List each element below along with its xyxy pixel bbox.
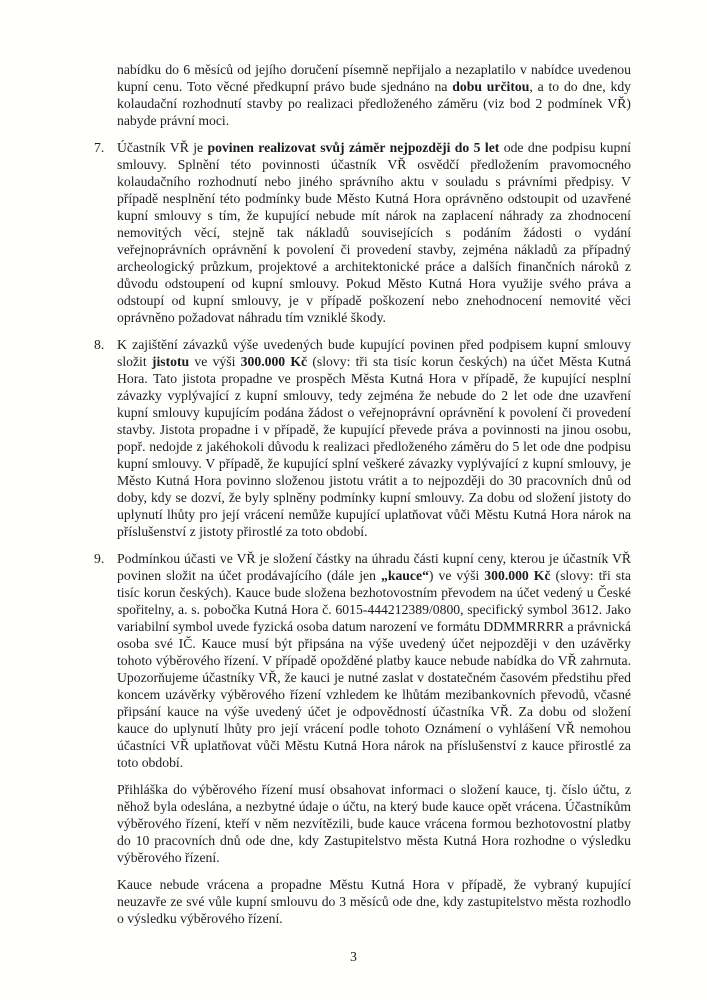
emphasized-text: povinen realizovat svůj záměr nejpozději do 5 let	[207, 140, 500, 155]
body-text: nabídku do 6 měsíců od jejího doručení písemně nepřijalo a nezaplatilo v nabídce uvedenou kupní cenu. Toto věcné předkupní právo bude sjednáno na	[117, 62, 631, 94]
list-item-marker: 9.	[94, 551, 105, 566]
body-text: (slovy: tři sta tisíc korun českých) na účet Města Kutná Hora. Tato jistota propadne ve prospěch Města Kutná Hora v případě, že kupující nesplní závazky vyplývající z kupní smlouvy, tedy zejména že nebude do 2 let ode dne uzavření kupní smlouvy kupujícím podána žádost o veřejnoprávní oprávnění k povolení či provedení stavby. Jistota propadne i v případě, že kupující převede práva a povinnosti na jinou osobu, popř. nedojde z jakéhokoli důvodu k realizaci předloženého záměru do 5 let ode dne podpisu kupní smlouvy. V případě, že kupující splní veškeré závazky vyplývající z kupní smlouvy, je Město Kutná Hora povinno složenou jistotu vrátit a to nejpozději do 30 pracovních dnů od doby, kdy se dozví, že byly splněny podmínky kupní smlouvy. Za dobu od složení jistoty do uplynutí lhůty pro její vrácení nemůže kupující uplatňovat vůči Městu Kutná Hora nárok na příslušenství z jistoty přirostlé za toto období.	[117, 354, 631, 539]
page-number: 3	[350, 949, 357, 964]
body-text: , a to do dne, kdy kolaudační rozhodnutí stavby po realizaci předloženého záměru (viz bod 2 podmínek VŘ) nabyde právní moci.	[117, 79, 632, 128]
list-item	[94, 550, 631, 771]
list-item	[94, 139, 631, 326]
body-text: ) ve výši	[428, 568, 485, 583]
paragraph	[117, 61, 631, 129]
emphasized-text: 300.000 Kč	[240, 354, 308, 369]
body-text: Přihláška do výběrového řízení musí obsahovat informaci o složení kauce, tj. číslo účtu, z něhož byla odeslána, a nezbytné údaje o účtu, na který bude kauce opět vrácena. Účastníkům výběrového řízení, kteří v něm nezvítězili, bude kauce vrácena formou bezhotovostní platby do 10 pracovních dnů ode dne, kdy Zastupitelstvo města Kutná Hora rozhodne o výsledku výběrového řízení.	[117, 782, 631, 865]
emphasized-text: „kauce“	[381, 568, 429, 583]
paragraph	[117, 781, 631, 866]
body-text: Kauce nebude vrácena a propadne Městu Kutná Hora v případě, že vybraný kupující neuzavře ze své vůle kupní smlouvu do 3 měsíců ode dne, kdy zastupitelstvo města rozhodlo o výsledku výběrového řízení.	[117, 877, 631, 926]
body-text: Účastník VŘ je	[117, 140, 208, 155]
body-text: Podmínkou účasti ve VŘ je složení částky na úhradu části kupní ceny, kterou je účastník VŘ povinen složit na účet prodávajícího (dále jen	[117, 551, 631, 583]
body-text: (slovy: tři sta tisíc korun českých). Kauce bude složena bezhotovostním převodem na účet vedený u České spořitelny, a. s. pobočka Kutná Hora č. 6015-444212389/0800, specifický symbol 3612. Jako variabilní symbol uvede fyzická osoba datum narození ve formátu DDMMRRRR a právnická osoba své IČ. Kauce musí být připsána na výše uvedený účet nejpozději v den uzávěrky tohoto výběrového řízení. V případě opožděné platby kauce nebude nabídka do VŘ zahrnuta. Upozorňujeme účastníky VŘ, že kauci je nutné zaslat v dostatečném časovém předstihu před koncem uzávěrky výběrového řízení vzhledem ke lhůtám mezibankovních převodů, včasné připsání kauce na výše uvedený účet je odpovědností účastníka VŘ. Za dobu od složení kauce do uplynutí lhůty pro její vrácení podle tohoto Oznámení o vyhlášení VŘ nemohou účastníci VŘ uplatňovat vůči Městu Kutná Hora nárok na příslušenství z kauce přirostlé za toto období.	[117, 568, 631, 770]
emphasized-text: dobu určitou	[452, 79, 530, 94]
paragraph	[117, 876, 631, 927]
list-item-marker: 8.	[94, 337, 105, 352]
list-item-marker: 7.	[94, 140, 105, 155]
body-text: ve výši	[189, 354, 241, 369]
list-item	[94, 336, 631, 540]
emphasized-text: jistotu	[151, 354, 190, 369]
body-text: ode dne podpisu kupní smlouvy. Splnění této povinnosti účastník VŘ osvědčí předložením pravomocného kolaudačního rozhodnutí nebo jiného správního aktu v souladu s právními předpisy. V případě nesplnění této podmínky bude Město Kutná Hora oprávněno odstoupit od uzavřené kupní smlouvy s tím, že kupující nebude mít nárok na zaplacení náhrady za zhodnocení nemovitých věcí, stejně tak nákladů souvisejících s podáním žádosti o vydání veřejnoprávních oprávnění k povolení či provedení stavby, zejména nákladů za případný archeologický průzkum, projektové a architektonické práce a dalších finančních nároků z důvodu odstoupení od kupní smlouvy. Pokud Město Kutná Hora využije svého práva a odstoupí od kupní smlouvy, je v případě poškození nebo znehodnocení nemovité věci oprávněno požadovat náhradu tím vzniklé škody.	[117, 140, 631, 325]
emphasized-text: 300.000 Kč	[484, 568, 551, 583]
document-body	[94, 61, 632, 937]
body-text: K zajištění závazků výše uvedených bude kupující povinen před podpisem kupní smlouvy složit	[117, 337, 631, 369]
